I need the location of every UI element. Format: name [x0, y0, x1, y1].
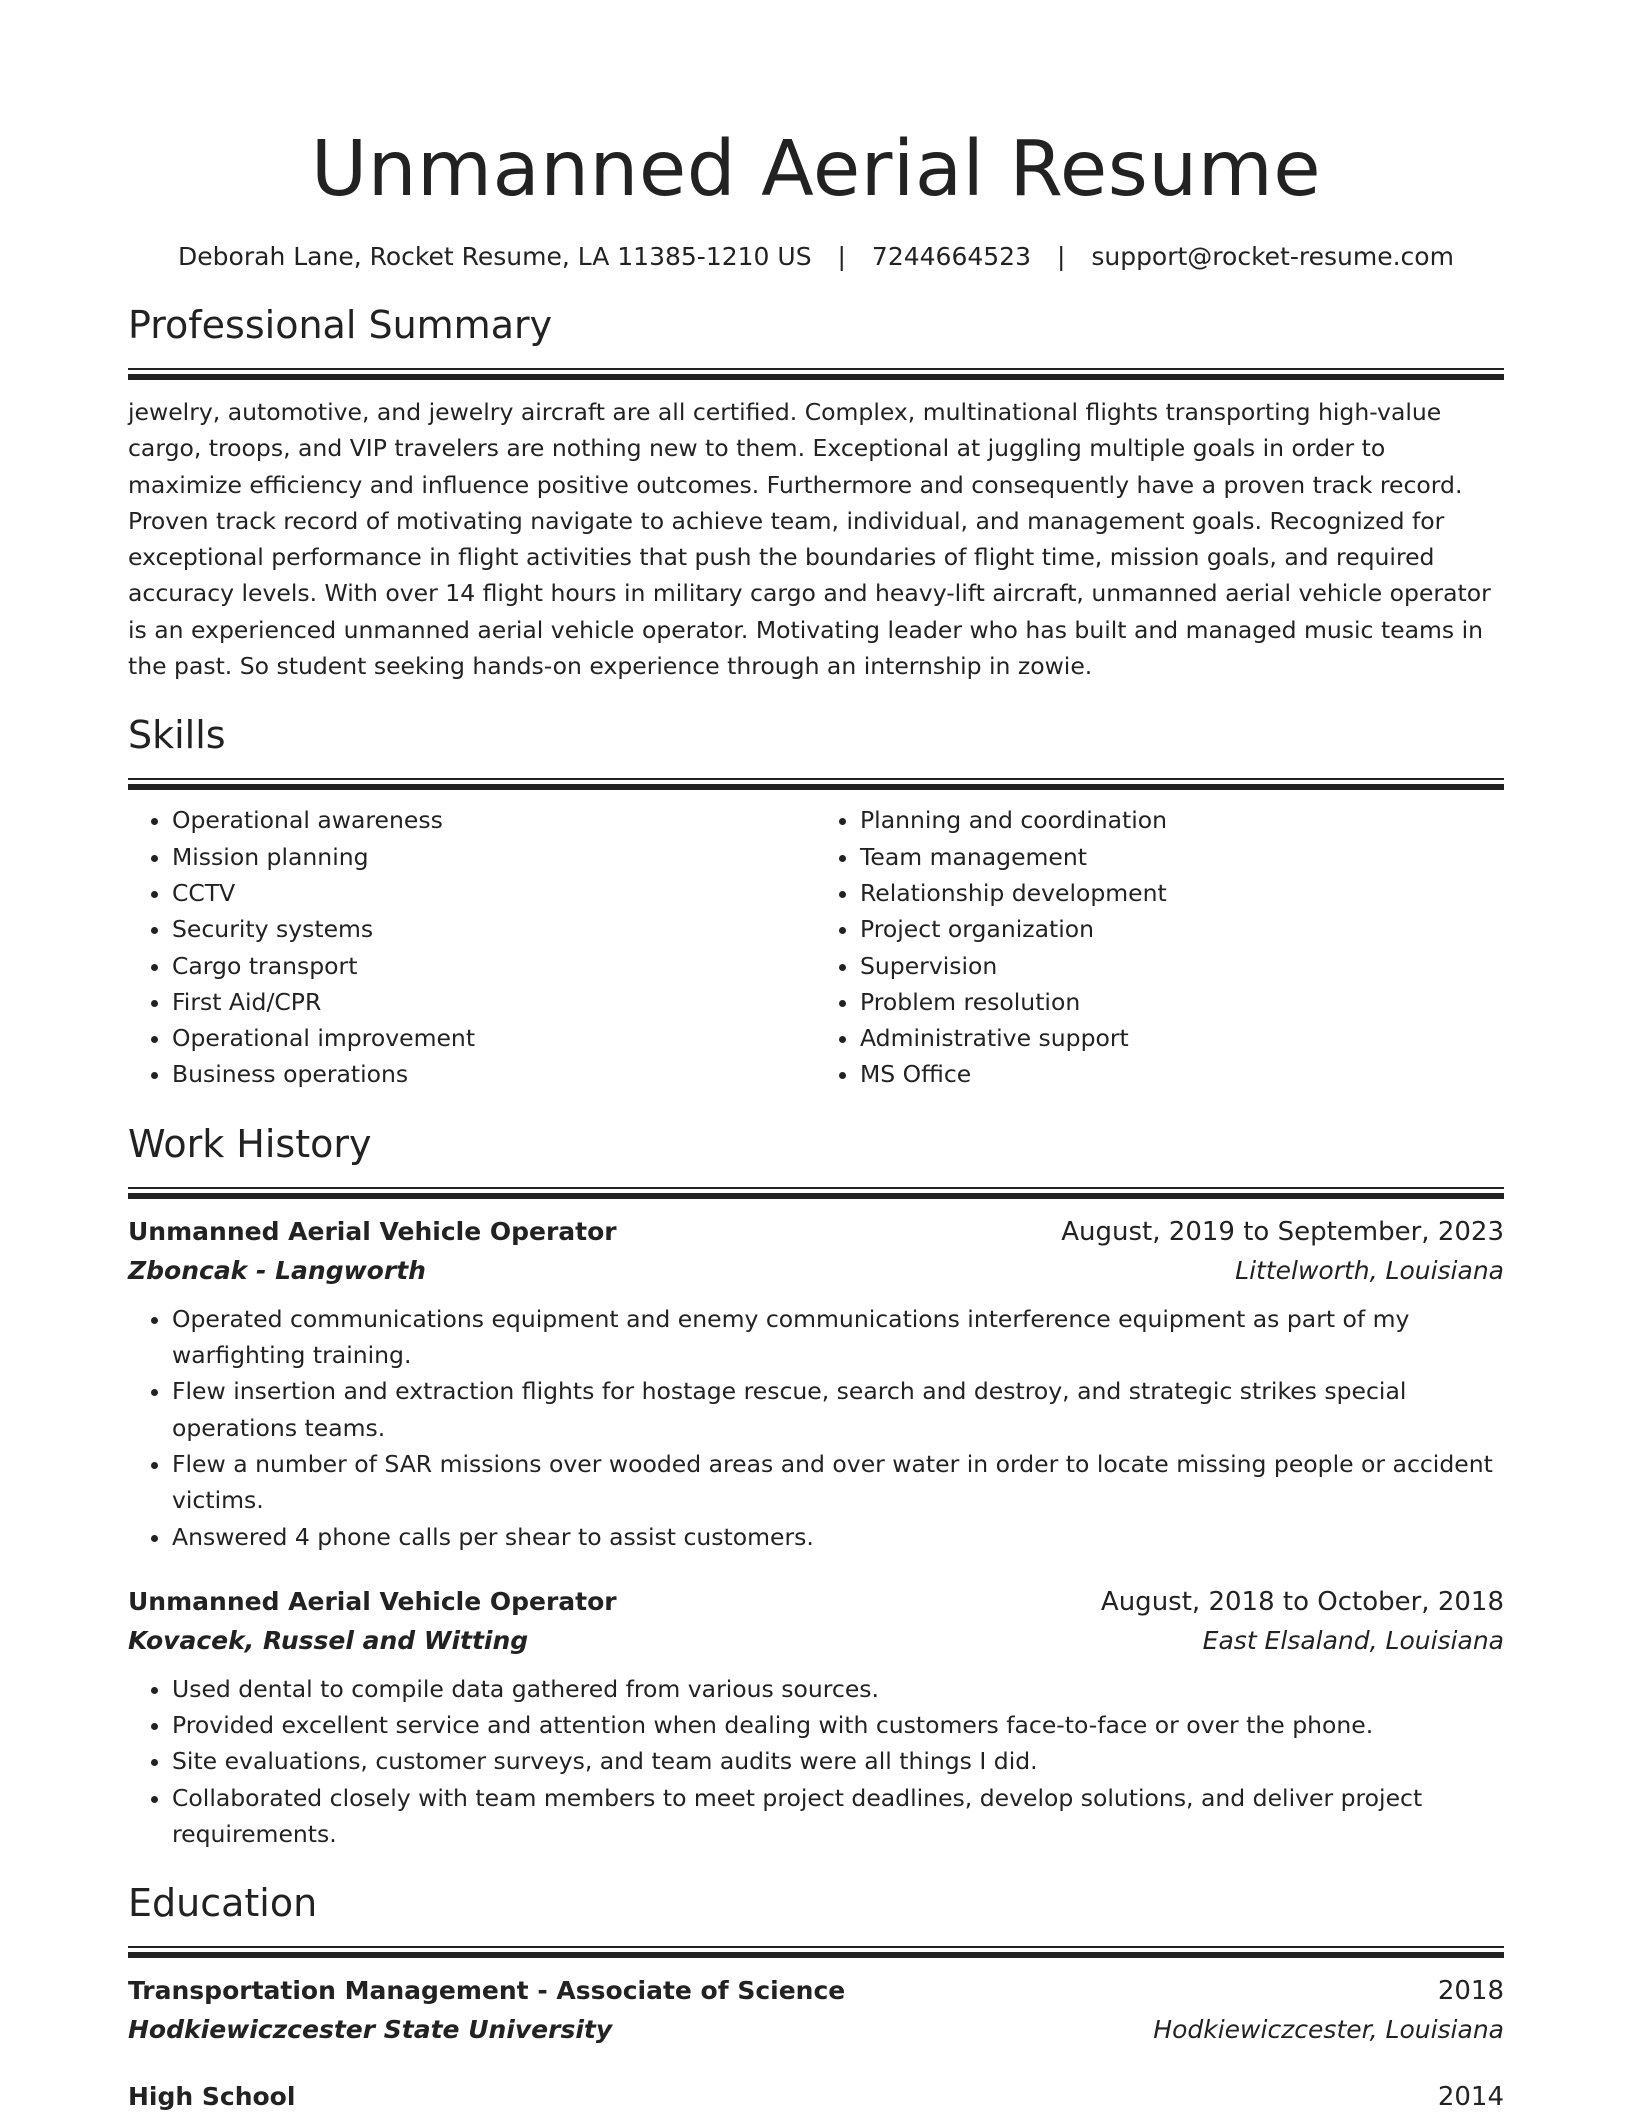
job-entry	[128, 1213, 1504, 1555]
job-entry	[128, 1583, 1504, 1852]
skill-item: • MS Office	[860, 1056, 1504, 1092]
work-history-section	[128, 1119, 1504, 1853]
education-school-row	[128, 2010, 1504, 2050]
education-header-row	[128, 2078, 1504, 2116]
education-year: 2014	[1437, 2082, 1504, 2113]
section-divider	[128, 1946, 1504, 1958]
job-company-row	[128, 1251, 1504, 1291]
job-bullet: • Flew a number of SAR missions over wooded areas and over water in order to locate missing people or accident victims.	[172, 1446, 1504, 1519]
skills-list-right	[816, 802, 1504, 1092]
section-heading: Professional Summary	[128, 303, 553, 347]
skills-columns	[128, 802, 1504, 1092]
job-bullet: • Flew insertion and extraction flights for hostage rescue, search and destroy, and strategic strikes special operations teams.	[172, 1373, 1504, 1446]
job-company: Kovacek, Russel and Witting	[128, 1625, 529, 1655]
job-title: Unmanned Aerial Vehicle Operator	[128, 1586, 617, 1616]
contact-email: support@rocket-resume.com	[1091, 242, 1454, 271]
contact-phone: 7244664523	[871, 242, 1031, 271]
skill-item: • CCTV	[172, 875, 816, 911]
section-heading: Education	[128, 1881, 318, 1926]
job-bullet: • Answered 4 phone calls per shear to assist customers.	[172, 1519, 1504, 1555]
job-bullet: • Used dental to compile data gathered from various sources.	[172, 1671, 1504, 1707]
skill-item: • Operational awareness	[172, 802, 816, 838]
job-location: Littelworth, Louisiana	[1235, 1255, 1504, 1285]
skill-item: • Project organization	[860, 911, 1504, 947]
skill-item: • Planning and coordination	[860, 802, 1504, 838]
job-company: Zboncak - Langworth	[128, 1255, 426, 1285]
section-heading: Work History	[128, 1121, 372, 1166]
skill-item: • Relationship development	[860, 875, 1504, 911]
summary-section	[128, 300, 1504, 684]
skill-item: • Business operations	[172, 1056, 816, 1092]
job-header-row	[128, 1213, 1504, 1251]
job-header-row	[128, 1583, 1504, 1621]
job-location: East Elsaland, Louisiana	[1202, 1625, 1504, 1655]
job-bullet: • Provided excellent service and attention when dealing with customers face-to-face or over the phone.	[172, 1707, 1504, 1743]
section-divider	[128, 778, 1504, 790]
summary-text: jewelry, automotive, and jewelry aircraft are all certified. Complex, multinational flights transporting high-value cargo, troops, and VIP travelers are nothing new to them. Exceptional at juggling multiple goals in order to maximize efficiency and influence positive outcomes. Furthermore and consequently have a proven track record. Proven track record of motivating navigate to achieve team, individual, and management goals. Recognized for exceptional performance in flight activities that push the boundaries of flight time, mission goals, and required accuracy levels. With over 14 flight hours in military cargo and heavy-lift aircraft, unmanned aerial vehicle operator is an experienced unmanned aerial vehicle operator. Motivating leader who has built and managed music teams in the past. So student seeking hands-on experience through an internship in zowie.	[128, 398, 1491, 681]
job-bullets	[128, 1301, 1504, 1555]
contact-separator: |	[1056, 242, 1066, 271]
job-dates: August, 2019 to September, 2023	[1061, 1216, 1504, 1247]
education-location: Hodkiewiczcester, Louisiana	[1153, 2015, 1504, 2045]
skill-item: • Supervision	[860, 948, 1504, 984]
skill-item: • Problem resolution	[860, 984, 1504, 1020]
contact-separator: |	[837, 242, 846, 271]
contact-address: Deborah Lane, Rocket Resume, LA 11385-1210 US	[178, 242, 812, 271]
job-bullets	[128, 1671, 1504, 1852]
skill-item: • Operational improvement	[172, 1020, 816, 1056]
section-divider	[128, 1187, 1504, 1199]
education-header-row	[128, 1972, 1504, 2010]
job-bullet: • Collaborated closely with team members to meet project deadlines, develop solutions, and deliver project requirements.	[172, 1780, 1504, 1853]
job-dates: August, 2018 to October, 2018	[1100, 1586, 1504, 1617]
education-school: Hodkiewiczcester State University	[128, 2015, 613, 2045]
skills-section	[128, 710, 1504, 1092]
education-section	[128, 1878, 1504, 2116]
skill-item: • Cargo transport	[172, 948, 816, 984]
education-entry	[128, 2078, 1504, 2116]
education-entry	[128, 1972, 1504, 2050]
job-bullet: • Operated communications equipment and enemy communications interference equipment as part of my warfighting training.	[172, 1301, 1504, 1374]
skill-item: • Security systems	[172, 911, 816, 947]
skills-list-left	[128, 802, 816, 1092]
section-divider	[128, 368, 1504, 380]
skill-item: • Mission planning	[172, 839, 816, 875]
job-title: Unmanned Aerial Vehicle Operator	[128, 1216, 617, 1246]
job-bullet: • Site evaluations, customer surveys, and team audits were all things I did.	[172, 1743, 1504, 1779]
skill-item: • Team management	[860, 839, 1504, 875]
education-degree: High School	[128, 2082, 296, 2112]
resume-title: Unmanned Aerial Resume	[310, 125, 1322, 214]
job-company-row	[128, 1621, 1504, 1661]
education-degree: Transportation Management - Associate of Science	[128, 1976, 846, 2006]
education-year: 2018	[1437, 1976, 1504, 2007]
skill-item: • First Aid/CPR	[172, 984, 816, 1020]
section-heading: Skills	[128, 713, 226, 758]
contact-line	[128, 240, 1504, 274]
skill-item: • Administrative support	[860, 1020, 1504, 1056]
